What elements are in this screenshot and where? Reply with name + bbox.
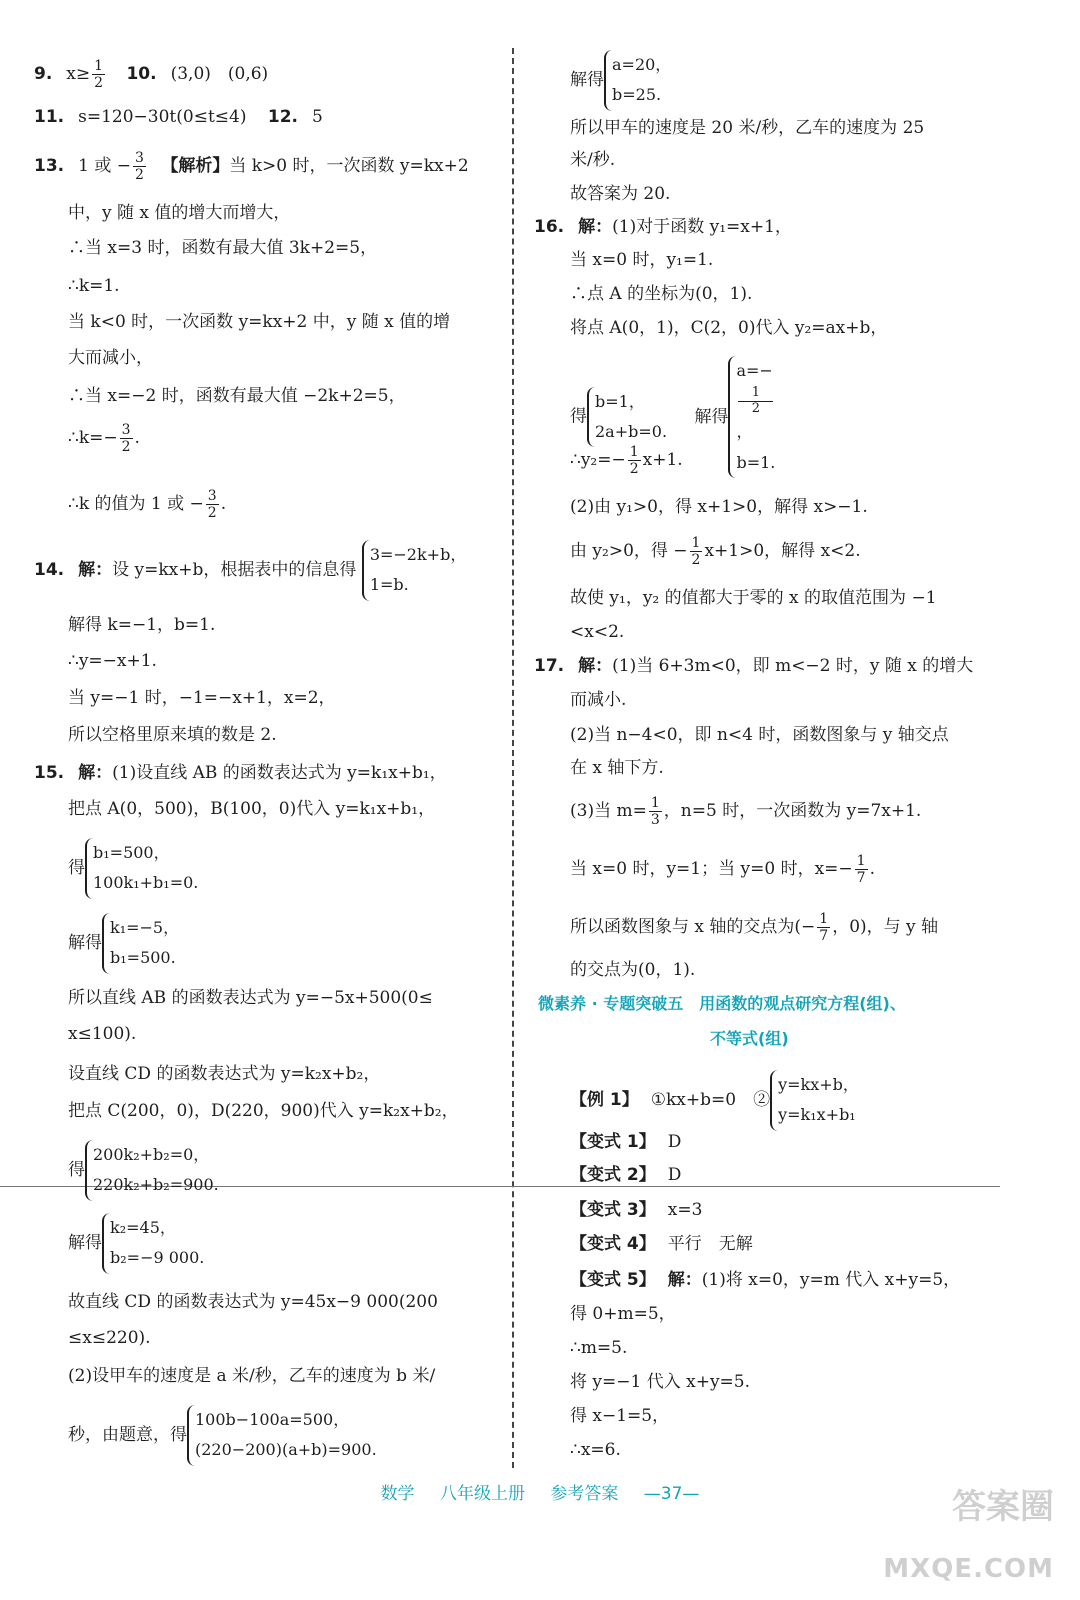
text-line: 故答案为 20. bbox=[570, 184, 671, 204]
footer-grade: 八年级上册 bbox=[439, 1484, 525, 1504]
text-line: 解得 k₁=−5， b₁=500. bbox=[68, 913, 179, 974]
text-line: (2)由 y₁>0，得 x+1>0，解得 x>−1. bbox=[570, 497, 868, 517]
text-line: 当 y=−1 时，−1=−x+1，x=2， bbox=[68, 688, 336, 708]
text-line: 的交点为(0，1). bbox=[570, 960, 696, 980]
equation-system: b=1， 2a+b=0. bbox=[587, 387, 667, 448]
text-line: 得 200k₂+b₂=0， 220k₂+b₂=900. bbox=[68, 1140, 219, 1201]
text-line: 在 x 轴下方. bbox=[570, 758, 664, 778]
text-line: 所以空格里原来填的数是 2. bbox=[68, 725, 277, 745]
text-line: 所以直线 AB 的函数表达式为 y=−5x+500(0≤ bbox=[68, 988, 433, 1008]
equation-system: a=20， b=25. bbox=[604, 50, 671, 111]
page-number: —37— bbox=[643, 1484, 700, 1504]
variant-4: 【变式 4】 平行 无解 bbox=[570, 1234, 753, 1254]
text-line: (3)当 m= $\frac{1}{3}$ ，n=5 时，一次函数为 y=7x+1. bbox=[570, 795, 922, 829]
text-line: 故直线 CD 的函数表达式为 y=45x−9 000(200 bbox=[68, 1292, 438, 1312]
variant-5: 【变式 5】 解：(1)将 x=0，y=m 代入 x+y=5， bbox=[570, 1270, 961, 1290]
text-line: ∴点 A 的坐标为(0，1). bbox=[570, 284, 753, 304]
text-line: 得 x−1=5， bbox=[570, 1406, 670, 1426]
section-title: 不等式(组) bbox=[710, 1029, 789, 1048]
answer-16: 16. 解：(1)对于函数 y₁=x+1， bbox=[534, 217, 792, 237]
text-line: ∴当 x=3 时，函数有最大值 3k+2=5， bbox=[68, 238, 378, 258]
text-line: 米/秒. bbox=[570, 150, 616, 170]
text-line: ∴k 的值为 1 或 − $\frac{3}{2}$ . bbox=[68, 488, 227, 522]
text-line: ∴m=5. bbox=[570, 1338, 628, 1358]
text-line: 中，y 随 x 值的增大而增大， bbox=[68, 203, 291, 223]
text-line: ≤x≤220). bbox=[68, 1328, 151, 1348]
text-line: 故使 y₁，y₂ 的值都大于零的 x 的取值范围为 −1 bbox=[570, 588, 937, 608]
text-line: 当 x=0 时，y=1；当 y=0 时，x=− $\frac{1}{7}$ . bbox=[570, 853, 875, 887]
equation-system: 100b−100a=500， (220−200)(a+b)=900. bbox=[187, 1405, 377, 1466]
text-line: ∴y₂=− $\frac{1}{2}$ x+1. bbox=[570, 444, 683, 478]
example-1: 【例 1】 ①kx+b=0 ② y=kx+b， y=k₁x+b₁ bbox=[570, 1070, 859, 1131]
text-line: ∴k=− $\frac{3}{2}$ . bbox=[68, 422, 140, 456]
equation-system: a=− 1 2 ， b=1. bbox=[728, 356, 775, 478]
answer-11-12: 11. s=120−30t(0≤t≤4) 12. 5 bbox=[34, 107, 323, 127]
text-line: ∴当 x=−2 时，函数有最大值 −2k+2=5， bbox=[68, 386, 406, 406]
answer-14: 14. 解：设 y=kx+b，根据表中的信息得 3=−2k+b， 1=b. bbox=[34, 540, 466, 601]
text-line: 而减小. bbox=[570, 690, 627, 710]
text-line: 把点 A(0，500)，B(100，0)代入 y=k₁x+b₁， bbox=[68, 799, 436, 819]
text-line: 当 x=0 时，y₁=1. bbox=[570, 250, 714, 270]
text-line: 设直线 CD 的函数表达式为 y=k₂x+b₂， bbox=[68, 1064, 381, 1084]
text-line: ∴x=6. bbox=[570, 1440, 621, 1460]
equation-system: b₁=500， 100k₁+b₁=0. bbox=[85, 838, 198, 899]
answer-9-10: 9. x≥ $\frac{1}{2}$ 10. (3,0) (0,6) bbox=[34, 58, 269, 92]
text-line: 解得 k₂=45， b₂=−9 000. bbox=[68, 1213, 204, 1274]
text-line: 把点 C(200，0)，D(220，900)代入 y=k₂x+b₂， bbox=[68, 1101, 459, 1121]
text-line: 得 b=1， 2a+b=0. 解得 a=− 1 2 ， b=1. bbox=[570, 356, 775, 478]
text-line: 所以甲车的速度是 20 米/秒，乙车的速度为 25 bbox=[570, 118, 925, 138]
equation-system: 200k₂+b₂=0， 220k₂+b₂=900. bbox=[85, 1140, 219, 1201]
variant-3: 【变式 3】 x=3 bbox=[570, 1200, 703, 1220]
answer-15: 15. 解：(1)设直线 AB 的函数表达式为 y=k₁x+b₁， bbox=[34, 763, 447, 783]
text-line: 大而减小， bbox=[68, 348, 153, 368]
equation-system: 3=−2k+b， 1=b. bbox=[362, 540, 467, 601]
equation-system: k₂=45， b₂=−9 000. bbox=[102, 1213, 204, 1274]
text-line: 秒，由题意，得 100b−100a=500， (220−200)(a+b)=900. bbox=[68, 1405, 377, 1466]
text-line: 得 0+m=5， bbox=[570, 1304, 676, 1324]
variant-2: 【变式 2】 D bbox=[570, 1165, 682, 1185]
text-line: 由 y₂>0，得 − $\frac{1}{2}$ x+1>0，解得 x<2. bbox=[570, 535, 861, 569]
equation-system: y=kx+b， y=k₁x+b₁ bbox=[770, 1070, 859, 1131]
section-title: 微素养 · 专题突破五 用函数的观点研究方程(组)、 bbox=[538, 994, 906, 1013]
text-line: (2)设甲车的速度是 a 米/秒，乙车的速度为 b 米/ bbox=[68, 1366, 436, 1386]
text-line: 将 y=−1 代入 x+y=5. bbox=[570, 1372, 751, 1392]
text-line: <x<2. bbox=[570, 622, 625, 642]
text-line: 当 k<0 时，一次函数 y=kx+2 中，y 随 x 值的增 bbox=[68, 312, 451, 332]
footer-subject: 数学 bbox=[380, 1484, 415, 1504]
equation-system: k₁=−5， b₁=500. bbox=[102, 913, 179, 974]
watermark-logo: 答案圈 MXQE.COM bbox=[883, 1487, 1054, 1584]
answer-17: 17. 解：(1)当 6+3m<0，即 m<−2 时，y 随 x 的增大 bbox=[534, 656, 974, 676]
footer-label: 参考答案 bbox=[550, 1484, 619, 1504]
text-line: x≤100). bbox=[68, 1024, 137, 1044]
text-line: 将点 A(0，1)，C(2，0)代入 y₂=ax+b， bbox=[570, 318, 888, 338]
text-line: 解得 a=20， b=25. bbox=[570, 50, 671, 111]
text-line: (2)当 n−4<0，即 n<4 时，函数图象与 y 轴交点 bbox=[570, 725, 949, 745]
text-line: 得 b₁=500， 100k₁+b₁=0. bbox=[68, 838, 198, 899]
text-line: 解得 k=−1，b=1. bbox=[68, 615, 216, 635]
column-divider bbox=[512, 48, 514, 1468]
answer-13: 13. 1 或 − $\frac{3}{2}$ 【解析】当 k>0 时，一次函数 y=kx+2 bbox=[34, 150, 469, 184]
text-line: ∴y=−x+1. bbox=[68, 651, 157, 671]
text-line: 所以函数图象与 x 轴的交点为(− $\frac{1}{7}$ ，0)，与 y 轴 bbox=[570, 911, 939, 945]
variant-1: 【变式 1】 D bbox=[570, 1132, 682, 1152]
text-line: ∴k=1. bbox=[68, 276, 120, 296]
